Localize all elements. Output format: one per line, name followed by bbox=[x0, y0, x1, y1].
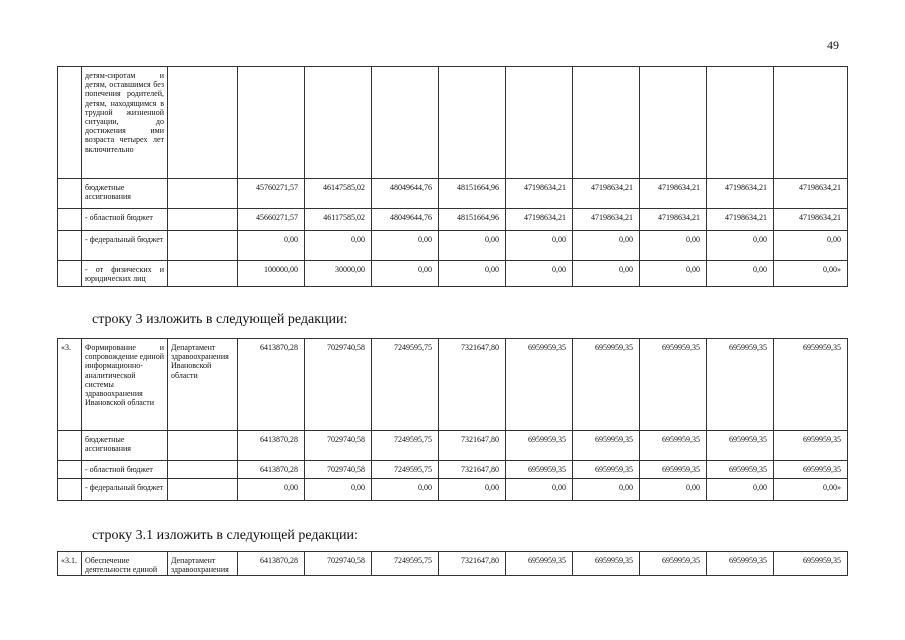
row-number-cell: «3.1. bbox=[58, 552, 82, 576]
value-cell: 6959959,35 bbox=[640, 461, 707, 479]
value-cell: 47198634,21 bbox=[707, 209, 774, 231]
row-label-cell: бюджетные ассигнования bbox=[82, 431, 168, 461]
budget-table-row-3 bbox=[57, 338, 848, 501]
department-cell: Департамент здравоохранения bbox=[168, 552, 238, 576]
row-number-cell bbox=[58, 67, 82, 179]
section-heading-row-3: строку 3 изложить в следующей редакции: bbox=[92, 312, 348, 327]
value-cell: 7249595,75 bbox=[372, 552, 439, 576]
budget-table-row-3-1 bbox=[57, 551, 848, 576]
row-label-cell: Обеспечение деятельности единой bbox=[82, 552, 168, 576]
value-cell: 0,00 bbox=[372, 479, 439, 501]
value-cell bbox=[439, 67, 506, 179]
value-cell: 6959959,35 bbox=[573, 461, 640, 479]
value-cell: 6413870,28 bbox=[238, 431, 305, 461]
department-cell bbox=[168, 431, 238, 461]
value-cell: 0,00 bbox=[707, 231, 774, 261]
table-row bbox=[58, 67, 848, 179]
table-row bbox=[58, 479, 848, 501]
value-cell: 7029740,58 bbox=[305, 461, 372, 479]
row-number-cell bbox=[58, 461, 82, 479]
value-cell bbox=[707, 67, 774, 179]
row-label-cell: - федеральный бюджет bbox=[82, 231, 168, 261]
value-cell: 6959959,35 bbox=[774, 431, 848, 461]
row-number-cell bbox=[58, 209, 82, 231]
row-label-cell: бюджетные ассигнования bbox=[82, 179, 168, 209]
value-cell: 6959959,35 bbox=[573, 431, 640, 461]
row-label-cell: - федеральный бюджет bbox=[82, 479, 168, 501]
value-cell: 6959959,35 bbox=[506, 552, 573, 576]
value-cell: 7321647,80 bbox=[439, 552, 506, 576]
row-label-cell: Формирование и сопровождение единой информационно-аналитической системы здравоохранения Ивановской области bbox=[82, 339, 168, 431]
value-cell: 0,00 bbox=[774, 231, 848, 261]
value-cell: 45660271,57 bbox=[238, 209, 305, 231]
budget-table-continuation bbox=[57, 66, 848, 287]
value-cell: 7321647,80 bbox=[439, 339, 506, 431]
value-cell: 6959959,35 bbox=[573, 339, 640, 431]
value-cell: 0,00 bbox=[640, 261, 707, 287]
department-cell bbox=[168, 231, 238, 261]
value-cell: 7029740,58 bbox=[305, 431, 372, 461]
table-row bbox=[58, 552, 848, 576]
value-cell: 7249595,75 bbox=[372, 339, 439, 431]
value-cell: 6959959,35 bbox=[774, 552, 848, 576]
row-label-cell: детям-сиротам и детям, оставшимся без попечения родителей, детям, находящимся в трудной жизненной ситуации, до достижения ими возраста четырех лет включительно bbox=[82, 67, 168, 179]
value-cell: 7029740,58 bbox=[305, 339, 372, 431]
value-cell: 0,00 bbox=[573, 231, 640, 261]
value-cell: 0,00 bbox=[573, 479, 640, 501]
value-cell bbox=[372, 67, 439, 179]
value-cell: 0,00 bbox=[573, 261, 640, 287]
department-cell bbox=[168, 461, 238, 479]
value-cell: 6959959,35 bbox=[640, 339, 707, 431]
value-cell bbox=[305, 67, 372, 179]
value-cell: 6413870,28 bbox=[238, 461, 305, 479]
row-number-cell: «3. bbox=[58, 339, 82, 431]
department-cell bbox=[168, 209, 238, 231]
row-number-cell bbox=[58, 179, 82, 209]
value-cell: 0,00 bbox=[238, 231, 305, 261]
value-cell: 6959959,35 bbox=[506, 339, 573, 431]
page-number: 49 bbox=[827, 38, 839, 52]
value-cell: 6413870,28 bbox=[238, 339, 305, 431]
value-cell: 6959959,35 bbox=[573, 552, 640, 576]
value-cell: 48049644,76 bbox=[372, 179, 439, 209]
table-row bbox=[58, 339, 848, 431]
department-cell bbox=[168, 67, 238, 179]
department-cell bbox=[168, 179, 238, 209]
row-number-cell bbox=[58, 231, 82, 261]
value-cell bbox=[640, 67, 707, 179]
value-cell: 6959959,35 bbox=[707, 431, 774, 461]
row-number-cell bbox=[58, 479, 82, 501]
value-cell: 0,00 bbox=[506, 231, 573, 261]
table-row bbox=[58, 209, 848, 231]
value-cell: 45760271,57 bbox=[238, 179, 305, 209]
value-cell: 0,00 bbox=[506, 479, 573, 501]
row-number-cell bbox=[58, 261, 82, 287]
value-cell: 30000,00 bbox=[305, 261, 372, 287]
value-cell: 47198634,21 bbox=[573, 179, 640, 209]
value-cell: 47198634,21 bbox=[707, 179, 774, 209]
table-row bbox=[58, 431, 848, 461]
value-cell: 0,00 bbox=[506, 261, 573, 287]
value-cell: 6959959,35 bbox=[707, 552, 774, 576]
value-cell: 7249595,75 bbox=[372, 431, 439, 461]
value-cell: 48151664,96 bbox=[439, 209, 506, 231]
value-cell: 0,00 bbox=[372, 261, 439, 287]
value-cell: 0,00 bbox=[640, 479, 707, 501]
value-cell: 6959959,35 bbox=[640, 552, 707, 576]
value-cell: 0,00 bbox=[640, 231, 707, 261]
value-cell: 47198634,21 bbox=[640, 209, 707, 231]
value-cell: 6959959,35 bbox=[707, 339, 774, 431]
value-cell: 48151664,96 bbox=[439, 179, 506, 209]
row-label-cell: - областной бюджет bbox=[82, 461, 168, 479]
value-cell: 7321647,80 bbox=[439, 461, 506, 479]
value-cell: 47198634,21 bbox=[573, 209, 640, 231]
section-heading-row-3-1: строку 3.1 изложить в следующей редакции: bbox=[92, 528, 358, 543]
value-cell: 0,00» bbox=[774, 261, 848, 287]
value-cell: 47198634,21 bbox=[506, 209, 573, 231]
value-cell: 7321647,80 bbox=[439, 431, 506, 461]
value-cell: 6959959,35 bbox=[774, 461, 848, 479]
value-cell: 6959959,35 bbox=[707, 461, 774, 479]
value-cell: 6959959,35 bbox=[640, 431, 707, 461]
value-cell: 46117585,02 bbox=[305, 209, 372, 231]
value-cell: 48049644,76 bbox=[372, 209, 439, 231]
value-cell: 47198634,21 bbox=[640, 179, 707, 209]
row-label-cell: - областной бюджет bbox=[82, 209, 168, 231]
value-cell: 0,00 bbox=[707, 479, 774, 501]
value-cell: 100000,00 bbox=[238, 261, 305, 287]
value-cell: 0,00 bbox=[372, 231, 439, 261]
value-cell: 7249595,75 bbox=[372, 461, 439, 479]
table-row bbox=[58, 179, 848, 209]
value-cell: 47198634,21 bbox=[774, 209, 848, 231]
row-label-cell: - от физических и юридических лиц bbox=[82, 261, 168, 287]
value-cell: 0,00 bbox=[305, 231, 372, 261]
value-cell: 0,00 bbox=[305, 479, 372, 501]
value-cell: 6413870,28 bbox=[238, 552, 305, 576]
row-number-cell bbox=[58, 431, 82, 461]
table-row bbox=[58, 231, 848, 261]
value-cell: 0,00 bbox=[238, 479, 305, 501]
value-cell: 6959959,35 bbox=[506, 431, 573, 461]
value-cell bbox=[573, 67, 640, 179]
value-cell: 46147585,02 bbox=[305, 179, 372, 209]
value-cell: 0,00 bbox=[707, 261, 774, 287]
value-cell bbox=[774, 67, 848, 179]
value-cell: 0,00 bbox=[439, 479, 506, 501]
table-row bbox=[58, 261, 848, 287]
value-cell bbox=[506, 67, 573, 179]
table-row bbox=[58, 461, 848, 479]
value-cell: 47198634,21 bbox=[774, 179, 848, 209]
value-cell: 0,00» bbox=[774, 479, 848, 501]
value-cell: 47198634,21 bbox=[506, 179, 573, 209]
value-cell bbox=[238, 67, 305, 179]
value-cell: 0,00 bbox=[439, 261, 506, 287]
department-cell bbox=[168, 479, 238, 501]
value-cell: 0,00 bbox=[439, 231, 506, 261]
department-cell: Департамент здравоохранения Ивановской области bbox=[168, 339, 238, 431]
value-cell: 6959959,35 bbox=[774, 339, 848, 431]
value-cell: 6959959,35 bbox=[506, 461, 573, 479]
department-cell bbox=[168, 261, 238, 287]
value-cell: 7029740,58 bbox=[305, 552, 372, 576]
